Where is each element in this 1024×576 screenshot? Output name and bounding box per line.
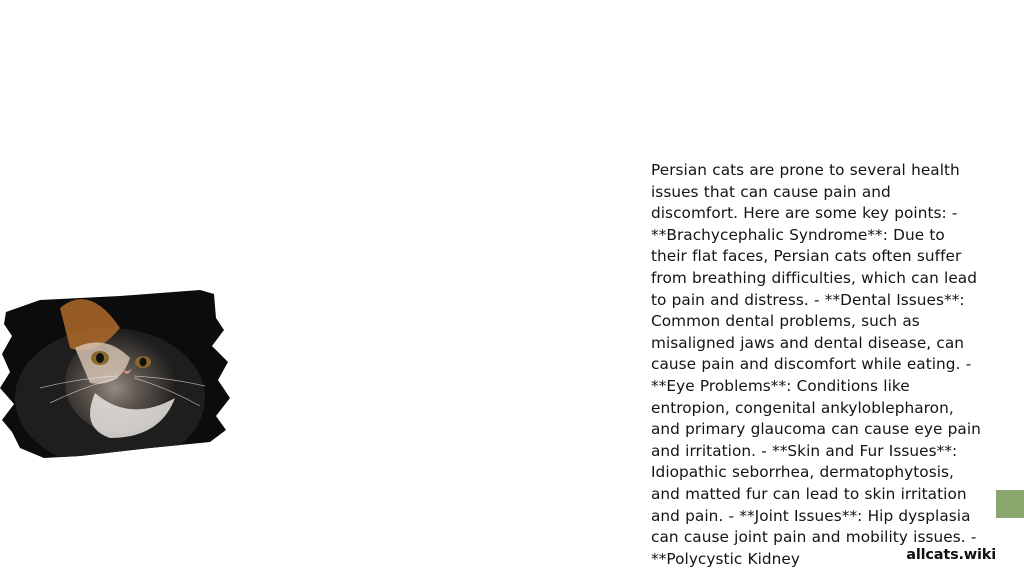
site-watermark: allcats.wiki: [906, 547, 996, 563]
article-body: [651, 160, 981, 570]
cat-image: [0, 288, 232, 460]
article-paragraph: Persian cats are prone to several health issues that can cause pain and discomfort. Here are some key points: - **Brachycephalic Syndrome**: Due to their flat faces, Persian cats often suffer from breathing difficulties, which can lead to pain and distress. - **Dental Issues**: Common dental problems, such as misaligned jaws and dental disease, can cause pain and discomfort while eating. - **Eye Problems**: Conditions like entropion, congenital ankyloblepharon, and primary glaucoma can cause eye pain and irritation. - **Skin and Fur Issues**: Idiopathic seborrhea, dermatophytosis, and matted fur can lead to skin irritation and pain. - **Joint Issues**: Hip dysplasia can cause joint pain and mobility issues. - **Polycystic Kidney: [651, 161, 981, 568]
accent-swatch: [996, 490, 1024, 518]
